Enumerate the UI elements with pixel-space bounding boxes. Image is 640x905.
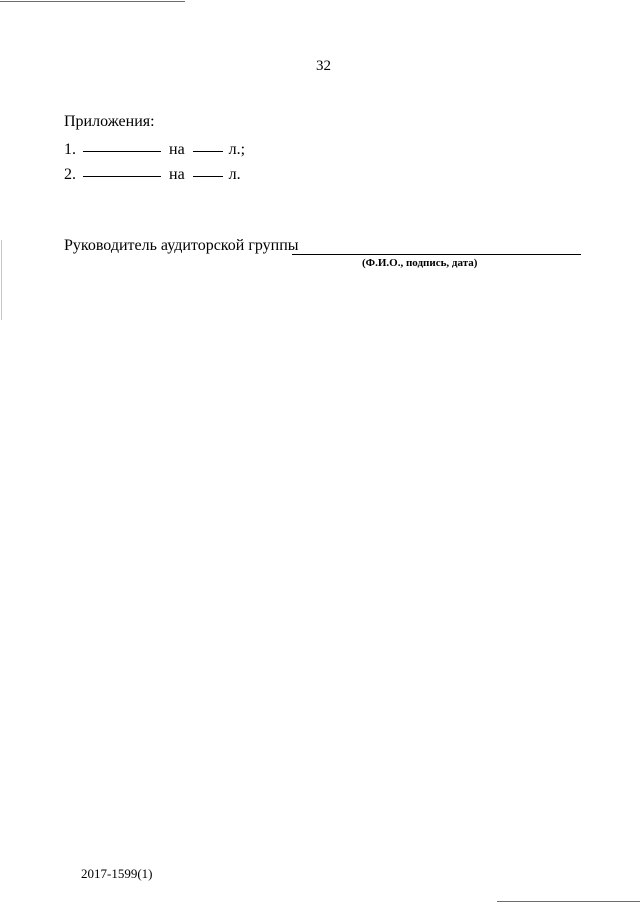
attachment-item-2 <box>64 166 241 184</box>
signature-caption: (Ф.И.О., подпись, дата) <box>362 257 478 269</box>
attachment-item-1 <box>64 141 245 159</box>
attachment-sheets-blank <box>193 175 223 177</box>
scan-edge-line-bottom <box>497 901 640 902</box>
signature-line <box>292 254 581 255</box>
scan-edge-line-left <box>1 240 2 320</box>
attachment-on-text: на <box>169 141 185 158</box>
attachment-name-blank <box>83 150 161 152</box>
attachment-sheets-blank <box>193 150 223 152</box>
attachment-sheets-suffix: л. <box>228 166 241 183</box>
attachments-title: Приложения: <box>64 113 155 130</box>
attachment-on-text: на <box>169 166 185 183</box>
attachment-index: 2. <box>64 166 76 183</box>
page-number: 32 <box>316 58 331 74</box>
attachment-sheets-suffix: л.; <box>228 141 246 158</box>
document-code: 2017-1599(1) <box>81 866 153 881</box>
attachment-index: 1. <box>64 141 76 158</box>
scan-edge-line-top <box>0 1 185 2</box>
attachment-name-blank <box>83 175 161 177</box>
audit-group-leader-label: Руководитель аудиторской группы <box>64 237 299 254</box>
